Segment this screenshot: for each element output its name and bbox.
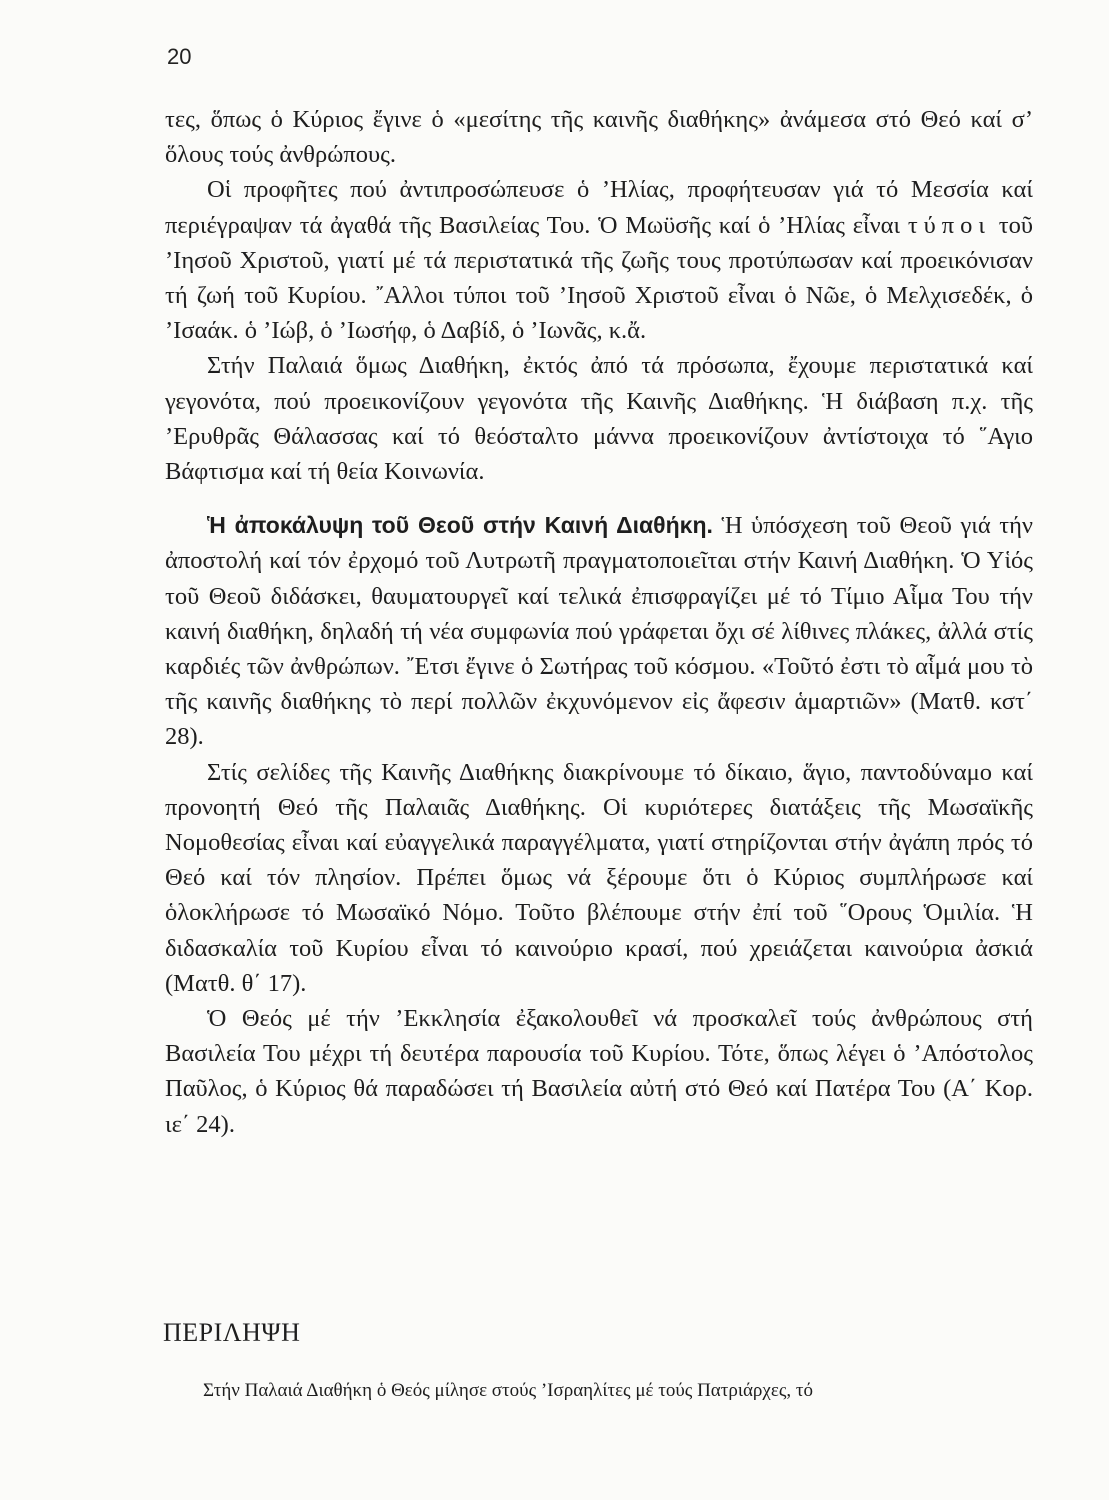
paragraph-4-text: Ἡ ὑπόσχεση τοῦ Θεοῦ γιά τήν ἀποστολή καί τόν ἐρχομό τοῦ Λυτρωτῆ πραγματοποιεῖται στήν Καινή Διαθήκη. Ὁ Υἱός τοῦ Θεοῦ διδάσκει, θαυματουργεῖ καί τελικά ἐπισφραγίζει μέ τό Τίμιο Αἷμα Του τήν καινή διαθήκη, δηλαδή τή νέα συμφωνία πού γράφεται ὄχι σέ λίθινες πλάκες, ἀλλά στίς καρδιές τῶν ἀνθρώπων. ῎Ετσι ἔγινε ὁ Σωτήρας τοῦ κόσμου. «Τοῦτό ἐστι τὸ αἷμά μου τὸ τῆς καινῆς διαθήκης τὸ περί πολλῶν ἐκχυνόμενον εἰς ἄφεσιν ἁμαρτιῶν» (Ματθ. κστ΄ 28).: [165, 512, 1033, 751]
section-heading: Ἡ ἀποκάλυψη τοῦ Θεοῦ στήν Καινή Διαθήκη.: [207, 512, 713, 539]
summary-heading: ΠΕΡΙΛΗΨΗ: [163, 1318, 301, 1347]
paragraph-2: [165, 172, 1033, 348]
spaced-term: τύποι: [907, 211, 992, 239]
paragraph-5: Στίς σελίδες τῆς Καινῆς Διαθήκης διακρίνουμε τό δίκαιο, ἅγιο, παντοδύναμο καί προνοητή Θεό τῆς Παλαιᾶς Διαθήκης. Οἱ κυριότερες διατάξεις τῆς Μωσαϊκῆς Νομοθεσίας εἶναι καί εὐαγγελικά παραγγέλματα, γιατί στηρίζονται στήν ἀγάπη πρός τό Θεό καί τόν πλησίον. Πρέπει ὅμως νά ξέρουμε ὅτι ὁ Κύριος συμπλήρωσε καί ὁλοκλήρωσε τό Μωσαϊκό Νόμο. Τοῦτο βλέπουμε στήν ἐπί τοῦ ῞Ορους Ὁμιλία. Ἡ διδασκαλία τοῦ Κυρίου εἶναι τό καινούριο κρασί, πού χρειάζεται καινούρια ἀσκιά (Ματθ. θ΄ 17).: [165, 758, 1033, 997]
paragraph-2-text-b: τοῦ ’Ιησοῦ Χριστοῦ, γιατί μέ τά περιστατικά τῆς ζωῆς τους προτύπωσαν καί προεικόνισαν τή ζωή τοῦ Κυρίου. ῎Αλλοι τύποι τοῦ ’Ιησοῦ Χριστοῦ εἶναι ὁ Νῶε, ὁ Μελχισεδέκ, ὁ ’Ισαάκ. ὁ ’Ιώβ, ὁ ’Ιωσήφ, ὁ Δαβίδ, ὁ ’Ιωνᾶς, κ.ἄ.: [165, 211, 1033, 345]
page-body: [165, 102, 1033, 1142]
paragraph-1: τες, ὅπως ὁ Κύριος ἔγινε ὁ «μεσίτης τῆς καινῆς διαθήκης» ἀνάμεσα στό Θεό καί σ’ ὅλους τούς ἀνθρώπους.: [165, 106, 1033, 169]
paragraph-3: Στήν Παλαιά ὅμως Διαθήκη, ἐκτός ἀπό τά πρόσωπα, ἔχουμε περιστατικά καί γεγονότα, πού προεικονίζουν γεγονότα τῆς Καινῆς Διαθήκης. Ἡ διάβαση π.χ. τῆς ’Ερυθρᾶς Θάλασσας καί τό θεόσταλτο μάννα προεικονίζουν ἀντίστοιχα τό ῞Αγιο Βάφτισμα καί τή θεία Κοινωνία.: [165, 352, 1033, 486]
paragraph-2-text-a: Οἱ προφῆτες πού ἀντιπροσώπευσε ὁ ’Ηλίας, προφήτευσαν γιά τό Μεσσία καί περιέγραψαν τά ἀγαθά τῆς Βασιλείας Του. Ὁ Μωϋσῆς καί ὁ ’Ηλίας εἶναι: [165, 176, 1033, 239]
paragraph-6: Ὁ Θεός μέ τήν ’Εκκλησία ἐξακολουθεῖ νά προσκαλεῖ τούς ἀνθρώπους στή Βασιλεία Του μέχρι τή δευτέρα παρουσία τοῦ Κυρίου. Τότε, ὅπως λέγει ὁ ’Απόστολος Παῦλος, ὁ Κύριος θά παραδώσει τή Βασιλεία αὐτή στό Θεό καί Πατέρα Του (Α΄ Κορ. ιε΄ 24).: [165, 1005, 1033, 1138]
summary-text: Στήν Παλαιά Διαθήκη ὁ Θεός μίλησε στούς ’Ισραηλίτες μέ τούς Πατριάρχες, τό: [203, 1380, 813, 1401]
page-number: 20: [167, 44, 192, 69]
paragraph-4: [165, 508, 1033, 754]
